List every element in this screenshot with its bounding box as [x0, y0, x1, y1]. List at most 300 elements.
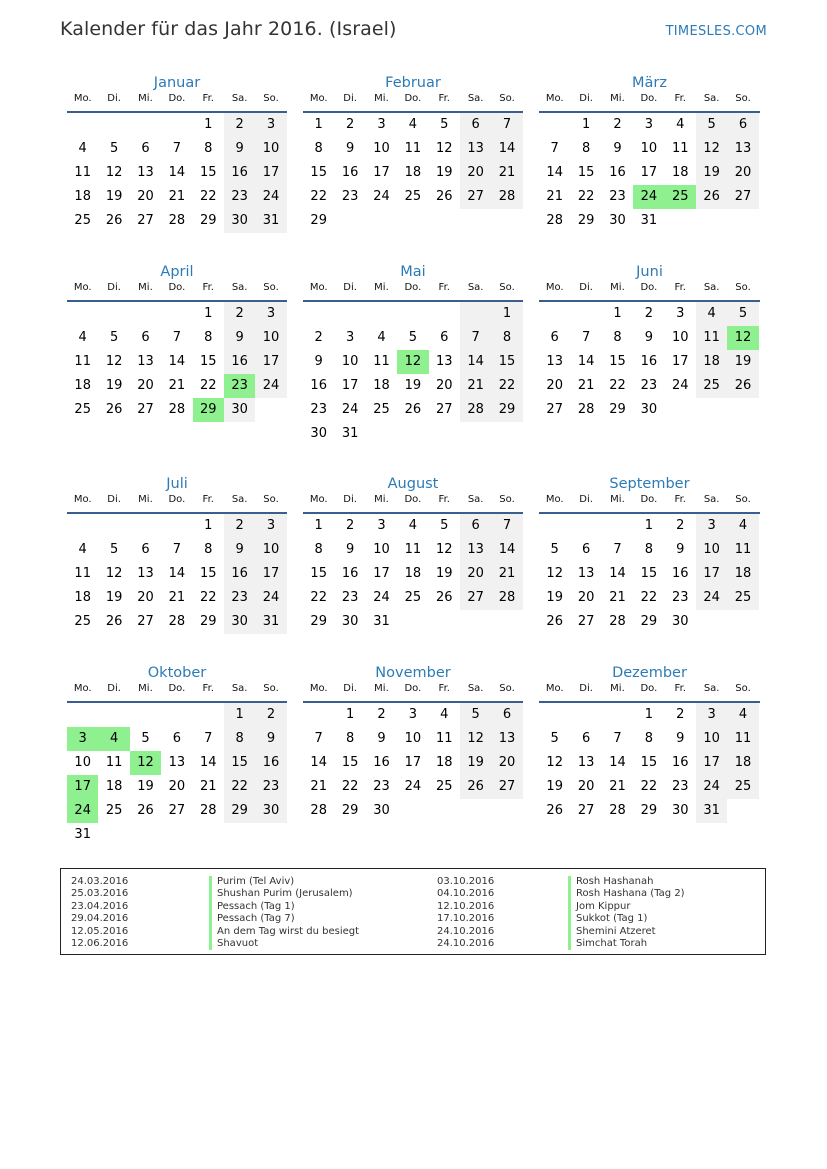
weekday-label: Fr. — [674, 282, 686, 293]
weekday-header — [539, 677, 760, 703]
day-cell: 8 — [314, 141, 323, 156]
month-10 — [303, 662, 523, 874]
day-grid — [539, 302, 760, 422]
weekday-label: Mo. — [545, 282, 564, 293]
day-cell: 22 — [224, 775, 255, 799]
day-cell: 1 — [581, 117, 591, 132]
day-cell: 31 — [696, 799, 727, 823]
brand-logo-link[interactable]: TIMESLES.COM — [665, 24, 767, 39]
day-cell: 18 — [671, 165, 689, 180]
day-cell: 31 — [255, 209, 286, 233]
day-cell: 4 — [676, 117, 685, 132]
day-cell: 10 — [696, 538, 727, 562]
day-cell: 27 — [577, 803, 595, 818]
day-cell: 4 — [696, 302, 727, 326]
day-cell: 19 — [460, 751, 491, 775]
day-cell: 11 — [435, 731, 453, 746]
day-cell: 26 — [460, 775, 491, 799]
day-cell: 3 — [696, 514, 727, 538]
day-cell: 11 — [696, 326, 727, 350]
holiday-day-cell: 24 — [633, 185, 664, 209]
legend-date: 12.06.2016 — [71, 937, 129, 949]
weekday-label: Fr. — [674, 93, 686, 104]
legend-date: 23.04.2016 — [71, 900, 129, 912]
day-cell: 4 — [78, 141, 87, 156]
day-cell: 5 — [440, 518, 449, 533]
day-cell: 19 — [435, 566, 453, 581]
day-cell: 6 — [491, 703, 522, 727]
legend-holiday-name: Purim (Tel Aviv) — [209, 876, 359, 888]
weekday-header — [67, 276, 287, 302]
month-11 — [539, 662, 760, 874]
month-2 — [539, 72, 760, 261]
day-cell: 11 — [105, 755, 123, 770]
day-cell: 25 — [404, 189, 422, 204]
day-cell: 17 — [373, 566, 390, 581]
day-cell: 9 — [644, 330, 653, 345]
legend-holiday-name: Pessach (Tag 1) — [209, 901, 359, 913]
day-cell: 3 — [377, 117, 386, 132]
day-cell: 5 — [727, 302, 758, 326]
holiday-day-cell: 12 — [727, 326, 758, 350]
day-cell: 29 — [199, 213, 217, 228]
weekday-label: Mo. — [73, 494, 92, 505]
day-cell: 23 — [341, 590, 359, 605]
day-cell: 23 — [671, 590, 689, 605]
weekday-label: Sa. — [467, 282, 484, 293]
weekday-label: Di. — [107, 683, 121, 694]
day-cell: 28 — [577, 402, 595, 417]
day-cell: 9 — [345, 542, 355, 557]
day-cell: 24 — [671, 378, 689, 393]
weekday-label: Sa. — [467, 494, 484, 505]
day-cell: 4 — [78, 330, 87, 345]
day-cell: 27 — [546, 402, 563, 417]
day-cell: 7 — [460, 326, 491, 350]
weekday-label: Mo. — [309, 683, 328, 694]
day-cell: 21 — [168, 189, 186, 204]
day-cell: 29 — [341, 803, 359, 818]
month-name: Juni — [636, 264, 663, 280]
weekday-header — [67, 87, 287, 113]
day-cell: 21 — [460, 374, 491, 398]
day-cell: 30 — [341, 614, 359, 629]
day-cell: 28 — [310, 803, 327, 818]
day-cell: 29 — [640, 803, 658, 818]
day-cell: 12 — [546, 566, 563, 581]
empty-cell — [334, 302, 365, 326]
weekday-label: Di. — [579, 683, 593, 694]
weekday-label: Sa. — [231, 494, 248, 505]
day-cell: 15 — [310, 165, 327, 180]
weekday-header — [67, 677, 287, 703]
day-cell: 20 — [460, 161, 491, 185]
day-cell: 2 — [314, 330, 323, 345]
day-cell: 20 — [577, 590, 595, 605]
day-cell: 20 — [435, 378, 453, 393]
weekday-label: Di. — [579, 282, 593, 293]
day-cell: 15 — [199, 566, 217, 581]
day-cell: 10 — [74, 755, 91, 770]
day-cell: 21 — [609, 779, 626, 794]
day-cell: 6 — [460, 514, 491, 538]
day-cell: 19 — [137, 779, 154, 794]
day-cell: 1 — [224, 703, 255, 727]
day-cell: 31 — [255, 610, 286, 634]
day-cell: 28 — [491, 185, 522, 209]
month-7 — [303, 473, 523, 662]
day-cell: 6 — [172, 731, 181, 746]
day-grid — [303, 113, 523, 233]
day-cell: 28 — [609, 803, 626, 818]
day-cell: 22 — [577, 189, 595, 204]
day-cell: 7 — [314, 731, 323, 746]
day-cell: 19 — [105, 378, 123, 393]
day-cell: 13 — [137, 165, 154, 180]
day-cell: 2 — [676, 707, 685, 722]
legend-holiday-name: Shavuot — [209, 938, 359, 950]
month-1 — [303, 72, 523, 261]
empty-cell — [130, 302, 161, 326]
day-cell: 27 — [727, 185, 758, 209]
legend-date: 24.10.2016 — [437, 937, 495, 949]
day-cell: 14 — [310, 755, 327, 770]
day-cell: 3 — [408, 707, 417, 722]
day-cell: 19 — [105, 189, 123, 204]
day-cell: 8 — [613, 330, 622, 345]
day-cell: 10 — [640, 141, 658, 156]
day-cell: 4 — [408, 117, 417, 132]
legend-holiday-name: Jom Kippur — [568, 901, 685, 913]
month-3 — [67, 261, 287, 473]
day-cell: 9 — [676, 731, 685, 746]
day-cell: 21 — [491, 562, 522, 586]
day-cell: 11 — [74, 165, 91, 180]
day-cell: 11 — [74, 566, 91, 581]
day-cell: 11 — [373, 354, 390, 369]
day-cell: 13 — [137, 354, 154, 369]
empty-cell — [539, 113, 570, 137]
day-cell: 30 — [224, 398, 255, 422]
day-cell: 29 — [310, 213, 327, 228]
day-cell: 8 — [491, 326, 522, 350]
day-cell: 1 — [491, 302, 522, 326]
empty-cell — [602, 703, 633, 727]
day-cell: 27 — [435, 402, 453, 417]
weekday-label: Sa. — [231, 93, 248, 104]
day-cell: 20 — [137, 378, 154, 393]
day-cell: 20 — [727, 161, 758, 185]
day-cell: 30 — [671, 614, 689, 629]
day-cell: 23 — [310, 402, 327, 417]
day-cell: 26 — [435, 590, 453, 605]
day-cell: 26 — [435, 189, 453, 204]
weekday-label: Di. — [579, 494, 593, 505]
day-cell: 11 — [404, 141, 422, 156]
day-cell: 17 — [404, 755, 422, 770]
weekday-label: Sa. — [231, 683, 248, 694]
empty-cell — [193, 703, 224, 727]
weekday-header — [303, 87, 523, 113]
day-cell: 13 — [460, 137, 491, 161]
day-cell: 27 — [168, 803, 186, 818]
legend-holiday-name: Rosh Hashana (Tag 2) — [568, 888, 685, 900]
empty-cell — [98, 703, 129, 727]
day-cell: 13 — [168, 755, 186, 770]
weekday-label: So. — [735, 93, 751, 104]
day-cell: 22 — [640, 779, 658, 794]
day-cell: 8 — [224, 727, 255, 751]
day-cell: 9 — [224, 326, 255, 350]
day-cell: 2 — [676, 518, 685, 533]
day-cell: 7 — [204, 731, 213, 746]
day-cell: 6 — [550, 330, 559, 345]
day-cell: 16 — [310, 378, 327, 393]
day-cell: 15 — [224, 751, 255, 775]
day-cell: 14 — [460, 350, 491, 374]
day-grid — [539, 703, 760, 823]
day-cell: 23 — [224, 586, 255, 610]
day-cell: 29 — [491, 398, 522, 422]
day-cell: 6 — [440, 330, 449, 345]
day-cell: 3 — [676, 306, 685, 321]
weekday-header — [303, 488, 523, 514]
day-cell: 9 — [345, 141, 355, 156]
day-cell: 30 — [224, 209, 255, 233]
empty-cell — [460, 302, 491, 326]
day-cell: 13 — [137, 566, 154, 581]
day-grid — [303, 703, 523, 823]
day-cell: 14 — [168, 354, 186, 369]
month-name: März — [632, 75, 667, 91]
day-cell: 2 — [345, 518, 355, 533]
day-cell: 26 — [105, 213, 123, 228]
day-cell: 13 — [727, 137, 758, 161]
day-cell: 25 — [74, 614, 91, 629]
day-cell: 12 — [105, 566, 123, 581]
day-cell: 9 — [224, 538, 255, 562]
day-cell: 9 — [314, 354, 323, 369]
day-cell: 6 — [141, 330, 150, 345]
legend-date: 24.10.2016 — [437, 925, 495, 937]
day-cell: 27 — [137, 614, 154, 629]
empty-cell — [303, 703, 334, 727]
day-cell: 21 — [577, 378, 595, 393]
weekday-label: So. — [735, 683, 751, 694]
weekday-label: So. — [499, 683, 515, 694]
weekday-label: Do. — [168, 93, 186, 104]
day-cell: 29 — [640, 614, 658, 629]
day-cell: 26 — [105, 614, 123, 629]
legend-date: 04.10.2016 — [437, 888, 495, 900]
day-cell: 31 — [373, 614, 390, 629]
holiday-day-cell: 17 — [67, 775, 98, 799]
weekday-header — [303, 677, 523, 703]
holiday-day-cell: 3 — [67, 727, 98, 751]
day-cell: 28 — [491, 586, 522, 610]
day-cell: 26 — [546, 803, 563, 818]
day-cell: 11 — [727, 538, 758, 562]
day-cell: 2 — [613, 117, 622, 132]
holiday-day-cell: 23 — [224, 374, 255, 398]
weekday-label: Di. — [343, 93, 357, 104]
day-cell: 8 — [204, 330, 213, 345]
legend-holiday-name: Simchat Torah — [568, 938, 685, 950]
day-cell: 22 — [199, 378, 217, 393]
legend-date: 03.10.2016 — [437, 876, 495, 887]
weekday-label: So. — [263, 683, 279, 694]
day-cell: 20 — [168, 779, 186, 794]
day-grid — [539, 113, 760, 233]
day-cell: 11 — [74, 354, 91, 369]
weekday-label: Mo. — [545, 93, 564, 104]
weekday-label: Fr. — [202, 93, 214, 104]
day-cell: 12 — [546, 755, 563, 770]
weekday-header — [303, 276, 523, 302]
day-cell: 18 — [404, 566, 422, 581]
month-8 — [539, 473, 760, 662]
weekday-label: Di. — [107, 282, 121, 293]
day-cell: 26 — [696, 185, 727, 209]
legend-date: 24.03.2016 — [71, 876, 129, 887]
day-cell: 25 — [696, 374, 727, 398]
month-9 — [67, 662, 287, 874]
day-cell: 15 — [341, 755, 359, 770]
day-cell: 5 — [460, 703, 491, 727]
day-cell: 5 — [109, 542, 119, 557]
day-cell: 25 — [727, 775, 758, 799]
weekday-label: Do. — [168, 494, 186, 505]
weekday-label: Fr. — [202, 494, 214, 505]
weekday-label: So. — [499, 282, 515, 293]
day-cell: 31 — [341, 426, 359, 441]
weekday-label: Mi. — [610, 93, 625, 104]
weekday-label: Mi. — [374, 282, 389, 293]
day-cell: 14 — [609, 566, 626, 581]
day-cell: 22 — [609, 378, 626, 393]
day-cell: 18 — [435, 755, 453, 770]
day-cell: 14 — [168, 566, 186, 581]
day-cell: 7 — [491, 113, 522, 137]
weekday-label: Do. — [404, 93, 422, 104]
empty-cell — [570, 302, 601, 326]
day-cell: 22 — [199, 189, 217, 204]
day-cell: 14 — [491, 137, 522, 161]
month-name: Mai — [400, 264, 426, 280]
empty-cell — [161, 703, 192, 727]
day-cell: 27 — [137, 402, 154, 417]
empty-cell — [429, 302, 460, 326]
day-cell: 21 — [199, 779, 217, 794]
day-grid — [303, 302, 523, 446]
day-cell: 27 — [460, 185, 491, 209]
weekday-label: Mi. — [610, 282, 625, 293]
weekday-label: Do. — [640, 93, 658, 104]
day-cell: 22 — [341, 779, 359, 794]
empty-cell — [539, 514, 570, 538]
day-cell: 6 — [581, 731, 591, 746]
day-cell: 16 — [224, 562, 255, 586]
day-cell: 26 — [404, 402, 422, 417]
day-cell: 26 — [546, 614, 563, 629]
day-cell: 1 — [314, 117, 323, 132]
weekday-label: Do. — [640, 494, 658, 505]
weekday-label: Sa. — [703, 282, 720, 293]
day-cell: 4 — [78, 542, 87, 557]
empty-cell — [130, 514, 161, 538]
day-cell: 12 — [435, 542, 453, 557]
day-cell: 19 — [435, 165, 453, 180]
month-name: Januar — [153, 75, 201, 91]
day-cell: 10 — [341, 354, 359, 369]
day-cell: 22 — [310, 590, 327, 605]
empty-cell — [130, 113, 161, 137]
legend-date: 12.05.2016 — [71, 925, 129, 937]
day-cell: 11 — [727, 727, 758, 751]
day-cell: 18 — [74, 189, 91, 204]
day-cell: 20 — [137, 189, 154, 204]
weekday-label: So. — [735, 494, 751, 505]
day-cell: 1 — [204, 306, 213, 321]
day-cell: 16 — [609, 165, 626, 180]
day-cell: 19 — [546, 779, 563, 794]
day-cell: 27 — [491, 775, 522, 799]
day-grid — [67, 113, 287, 233]
weekday-label: Fr. — [438, 93, 450, 104]
day-cell: 3 — [255, 113, 286, 137]
day-cell: 28 — [199, 803, 217, 818]
day-cell: 15 — [640, 566, 658, 581]
day-cell: 12 — [696, 137, 727, 161]
day-cell: 27 — [137, 213, 154, 228]
day-cell: 3 — [345, 330, 355, 345]
day-cell: 2 — [255, 703, 286, 727]
weekday-label: Fr. — [674, 683, 686, 694]
empty-cell — [366, 302, 397, 326]
day-cell: 18 — [74, 378, 91, 393]
day-cell: 13 — [460, 538, 491, 562]
day-cell: 17 — [696, 562, 727, 586]
weekday-label: Mi. — [138, 93, 153, 104]
day-cell: 6 — [141, 542, 150, 557]
day-cell: 20 — [137, 590, 154, 605]
legend-date: 12.10.2016 — [437, 900, 495, 912]
day-cell: 30 — [373, 803, 390, 818]
weekday-label: Di. — [343, 494, 357, 505]
day-cell: 25 — [435, 779, 453, 794]
weekday-label: Di. — [343, 282, 357, 293]
day-cell: 15 — [577, 165, 595, 180]
day-cell: 16 — [341, 566, 359, 581]
day-cell: 29 — [577, 213, 595, 228]
weekday-label: Fr. — [674, 494, 686, 505]
day-cell: 22 — [491, 374, 522, 398]
day-grid — [539, 514, 760, 634]
day-cell: 9 — [613, 141, 622, 156]
day-cell: 16 — [640, 354, 658, 369]
month-name: November — [375, 665, 451, 681]
day-cell: 19 — [696, 161, 727, 185]
weekday-label: So. — [263, 93, 279, 104]
day-cell: 2 — [644, 306, 653, 321]
day-cell: 10 — [255, 326, 286, 350]
weekday-label: So. — [263, 494, 279, 505]
day-cell: 18 — [727, 751, 758, 775]
day-cell: 19 — [404, 378, 422, 393]
day-cell: 30 — [640, 402, 658, 417]
day-cell: 2 — [224, 113, 255, 137]
day-cell: 29 — [310, 614, 327, 629]
